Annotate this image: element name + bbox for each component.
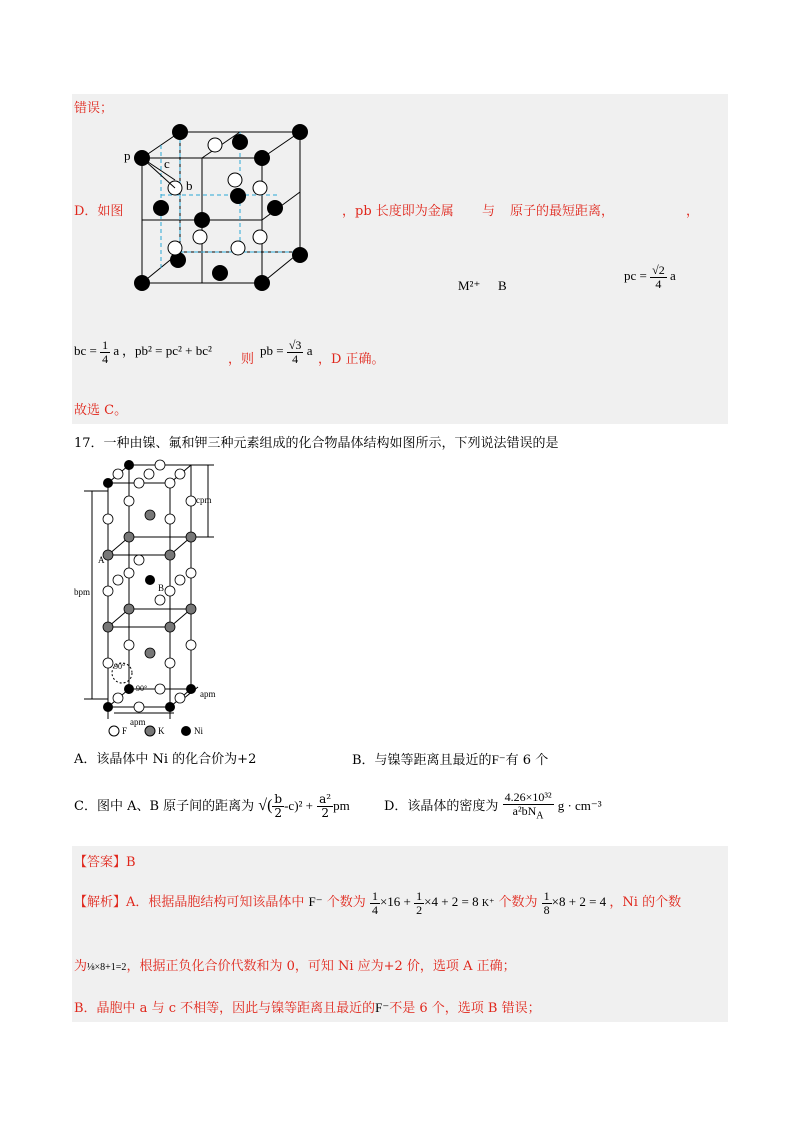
option-c: C．图中 A、B 原子间的距离为 √( $\frac{b}{2}$ -c)² + $\frac{\text{a²}}{2}$ pm (74, 792, 350, 820)
question-stem: 17．一种由镍、氟和钾三种元素组成的化合物晶体结构如图所示，下列说法错误的是 (74, 436, 559, 451)
analysis-line-2: 为⅛×8+1=2，根据正负化合价代数和为 0，可知 Ni 应为+2 价，选项 A 正确； (74, 959, 516, 974)
svg-text:A: A (98, 555, 105, 565)
svg-text:bpm: bpm (74, 587, 91, 597)
error-label: 错误； (74, 101, 114, 116)
option-b: B．与镍等距离且最近的F⁻有 6 个 (352, 752, 549, 768)
svg-text:Ni: Ni (194, 726, 203, 736)
b-atom-label: B (498, 278, 507, 293)
choose-c: 故选 C。 (74, 403, 128, 418)
d-correct: ，D 正确。 (318, 352, 385, 367)
svg-text:p: p (124, 148, 131, 163)
svg-text:apm: apm (200, 689, 216, 699)
then-label: ，则 (228, 352, 255, 367)
svg-text:F: F (122, 726, 128, 736)
option-d-prefix: D．如图 (74, 204, 124, 219)
svg-text:b: b (186, 178, 193, 193)
option-d-comma: ， (686, 204, 700, 219)
svg-text:cpm: cpm (196, 495, 212, 505)
svg-text:90°: 90° (136, 684, 148, 693)
option-d-mid: ，pb 长度即为金属 (342, 204, 454, 219)
option-a: A．该晶体中 Ni 的化合价为+2 (74, 752, 257, 767)
m2-ion: M²⁺ (458, 278, 481, 293)
cube-figure (120, 120, 320, 295)
analysis-line-3: B．晶胞中 a 与 c 不相等，因此与镍等距离且最近的F⁻不是 6 个，选项 B 错误； (74, 1000, 541, 1016)
analysis-line-1: 【解析】A．根据晶胞结构可知该晶体中 F⁻ 个数为 $\frac{1}{4}$ ×16 + $\frac{1}{2}$ ×4 + 2 = 8 K⁺ 个数为 $\frac{1}{8}$ ×8 + 2 = 4 ，Ni 的个数 (74, 888, 682, 917)
option-d-tail: 原子的最短距离， (510, 204, 615, 219)
pb2-formula: ，pb² = pc² + bc² (122, 343, 212, 358)
analysis-box (72, 846, 728, 1022)
option-d: D．该晶体的密度为 $\frac{\text{4.26×10³²}}{a^2bN_A}$ g · cm⁻³ (384, 789, 602, 822)
pc-formula: pc = $\frac{√2}{4}$ a (624, 262, 676, 291)
svg-text:B: B (158, 583, 165, 593)
option-d-with: 与 (482, 204, 496, 219)
svg-text:K: K (158, 726, 165, 736)
svg-text:90°: 90° (114, 662, 126, 671)
svg-text:c: c (164, 156, 170, 171)
answer-label: 【答案】B (74, 855, 136, 870)
crystal-figure (74, 455, 234, 740)
svg-text:apm: apm (130, 717, 146, 727)
bc-formula: bc = $\frac{1}{4}$ a (74, 337, 120, 366)
pb-formula: pb = $\frac{√3}{4}$ a (260, 337, 313, 366)
